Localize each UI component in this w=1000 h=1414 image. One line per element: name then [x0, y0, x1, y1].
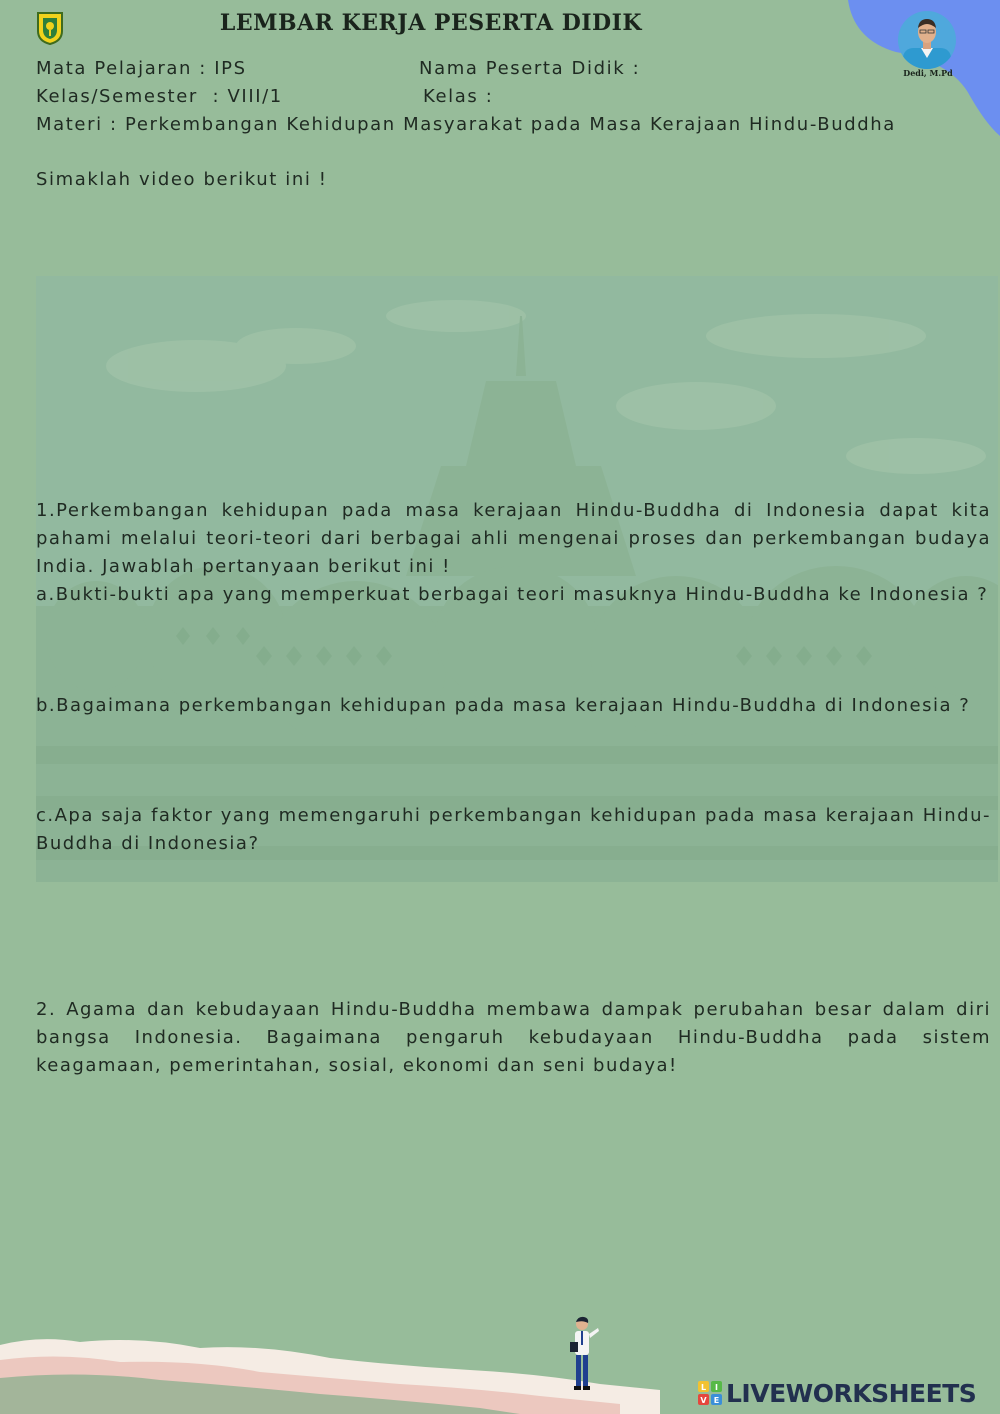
material-label: Materi : Perkembangan Kehidupan Masyarakat pada Masa Kerajaan Hindu-Buddha	[36, 114, 896, 135]
badge-letter-v: V	[700, 1396, 707, 1405]
subject-label: Mata Pelajaran : IPS	[36, 58, 247, 79]
question-1c: c.Apa saja faktor yang memengaruhi perkembangan kehidupan pada masa kerajaan Hindu-Buddha di Indonesia?	[36, 805, 991, 854]
liveworksheets-logo	[698, 1378, 976, 1408]
question-1a: a.Bukti-bukti apa yang memperkuat berbagai teori masuknya Hindu-Buddha ke Indonesia ?	[36, 584, 989, 605]
class-semester-label: Kelas/Semester : VIII/1	[36, 86, 283, 107]
badge-letter-e: E	[713, 1396, 720, 1405]
teacher-name: Dedi, M.Pd	[903, 68, 953, 78]
badge-letter-i: I	[715, 1383, 718, 1392]
question-2: 2. Agama dan kebudayaan Hindu-Buddha membawa dampak perubahan besar dalam diri bangsa Indonesia. Bagaimana pengaruh kebudayaan Hindu-Buddha pada sistem keagamaan, pemerintahan, sosial, ekonomi dan seni budaya!	[36, 999, 991, 1076]
badge-letter-l: L	[700, 1383, 707, 1392]
question-1b: b.Bagaimana perkembangan kehidupan pada masa kerajaan Hindu-Buddha di Indonesia ?	[36, 695, 971, 716]
page-title: LEMBAR KERJA PESERTA DIDIK	[219, 10, 643, 36]
student-name-label: Nama Peserta Didik :	[419, 58, 641, 79]
teacher-avatar	[897, 10, 957, 70]
class-label: Kelas :	[423, 86, 494, 107]
liveworksheets-wordmark[interactable]: LIVEWORKSHEETS	[726, 1378, 977, 1408]
instruction-text: Simaklah video berikut ini !	[36, 169, 328, 190]
liveworksheets-badge-icon	[698, 1381, 722, 1405]
student-figure-icon	[566, 1316, 602, 1392]
person-icon	[897, 10, 957, 70]
question-1-intro: 1.Perkembangan kehidupan pada masa kerajaan Hindu-Buddha di Indonesia dapat kita pahami melalui teori-teori dari berbagai ahli mengenai proses dan perkembangan budaya India. Jawablah pertanyaan berikut ini !	[36, 500, 991, 577]
